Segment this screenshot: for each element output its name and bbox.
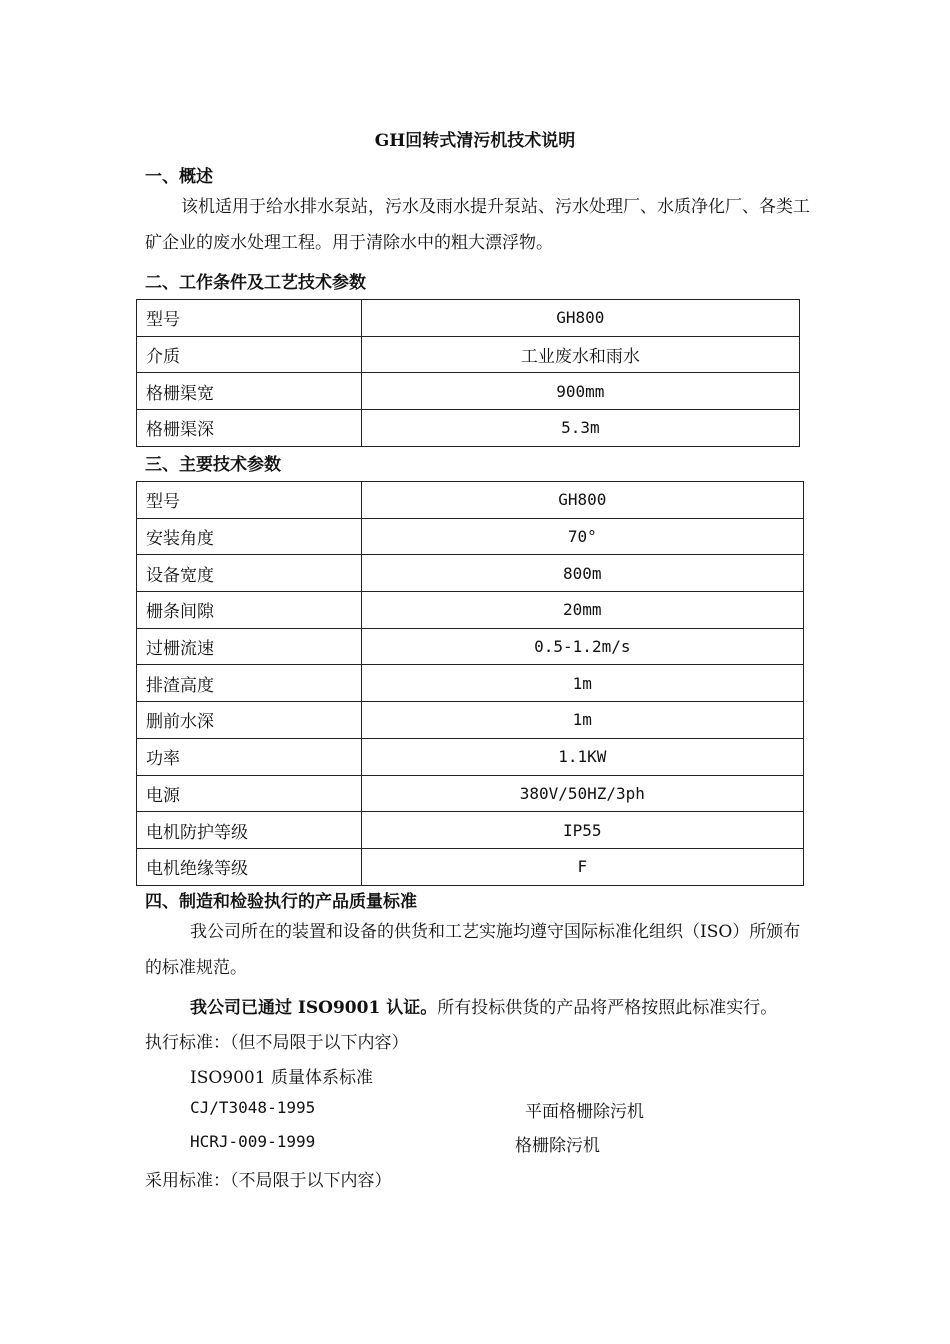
param-value: 800m bbox=[361, 555, 803, 592]
param-label: 栅条间隙 bbox=[137, 592, 362, 629]
adopt-standards-label: 采用标准：（不局限于以下内容） bbox=[145, 1171, 392, 1191]
param-value: 0.5-1.2m/s bbox=[361, 628, 803, 665]
table-row bbox=[137, 555, 804, 592]
param-value: 70° bbox=[361, 518, 803, 555]
table-row bbox=[137, 702, 804, 739]
table-row bbox=[137, 336, 800, 373]
param-label: 设备宽度 bbox=[137, 555, 362, 592]
overview-text: 该机适用于给水排水泵站，污水及雨水提升泵站、污水处理厂、水质净化厂、各类工矿企业的废水处理工程。用于清除水中的粗大漂浮物。 bbox=[145, 197, 810, 253]
section-heading-overview: 一、概述 bbox=[145, 167, 213, 187]
exec-standards-label: 执行标准：（但不局限于以下内容） bbox=[145, 1033, 409, 1053]
param-value: F bbox=[361, 848, 803, 885]
table-row bbox=[137, 812, 804, 849]
section-heading-working-conditions: 二、工作条件及工艺技术参数 bbox=[145, 273, 366, 293]
table-row bbox=[137, 518, 804, 555]
standard-item-1: ISO9001 质量体系标准 bbox=[190, 1068, 373, 1088]
table-row bbox=[137, 592, 804, 629]
param-value: GH800 bbox=[361, 482, 803, 519]
section-heading-main-params: 三、主要技术参数 bbox=[145, 455, 281, 475]
table-row bbox=[137, 410, 800, 447]
param-label: 删前水深 bbox=[137, 702, 362, 739]
param-label: 电机绝缘等级 bbox=[137, 848, 362, 885]
standard-item-3-code: HCRJ-009-1999 bbox=[190, 1132, 316, 1151]
standard-item-3-desc: 格栅除污机 bbox=[515, 1136, 600, 1156]
param-value: 20mm bbox=[361, 592, 803, 629]
param-value: 900mm bbox=[361, 373, 799, 410]
param-label: 功率 bbox=[137, 738, 362, 775]
param-label: 型号 bbox=[137, 300, 362, 337]
overview-paragraph bbox=[145, 189, 810, 261]
param-value: GH800 bbox=[361, 300, 799, 337]
param-label: 排渣高度 bbox=[137, 665, 362, 702]
param-label: 介质 bbox=[137, 336, 362, 373]
table-row bbox=[137, 300, 800, 337]
param-label: 格栅渠深 bbox=[137, 410, 362, 447]
param-label: 安装角度 bbox=[137, 518, 362, 555]
table-row bbox=[137, 665, 804, 702]
param-value: 5.3m bbox=[361, 410, 799, 447]
param-label: 电源 bbox=[137, 775, 362, 812]
param-value: 1m bbox=[361, 702, 803, 739]
document-title: GH回转式清污机技术说明 bbox=[374, 131, 576, 151]
section-heading-quality-standards: 四、制造和检验执行的产品质量标准 bbox=[145, 892, 417, 912]
param-value: 工业废水和雨水 bbox=[361, 336, 799, 373]
param-value: 1.1KW bbox=[361, 738, 803, 775]
table-row bbox=[137, 482, 804, 519]
param-value: 380V/50HZ/3ph bbox=[361, 775, 803, 812]
certification-text: 我公司已通过 ISO9001 认证。 bbox=[190, 998, 438, 1018]
quality-paragraph-1 bbox=[145, 914, 810, 986]
quality-text-1: 我公司所在的装置和设备的供货和工艺实施均遵守国际标准化组织（ISO）所颁布的标准规范。 bbox=[145, 922, 801, 978]
standard-item-2-desc: 平面格栅除污机 bbox=[525, 1102, 644, 1122]
quality-paragraph-2 bbox=[190, 993, 777, 1018]
param-value: IP55 bbox=[361, 812, 803, 849]
main-params-table bbox=[136, 481, 804, 886]
table-row bbox=[137, 775, 804, 812]
param-value: 1m bbox=[361, 665, 803, 702]
param-label: 格栅渠宽 bbox=[137, 373, 362, 410]
table-row bbox=[137, 373, 800, 410]
working-conditions-table bbox=[136, 299, 800, 447]
table-row bbox=[137, 848, 804, 885]
param-label: 电机防护等级 bbox=[137, 812, 362, 849]
quality-text-2: 所有投标供货的产品将严格按照此标准实行。 bbox=[437, 998, 778, 1018]
standard-item-2-code: CJ/T3048-1995 bbox=[190, 1098, 316, 1117]
param-label: 过栅流速 bbox=[137, 628, 362, 665]
param-label: 型号 bbox=[137, 482, 362, 519]
table-row bbox=[137, 628, 804, 665]
table-row bbox=[137, 738, 804, 775]
